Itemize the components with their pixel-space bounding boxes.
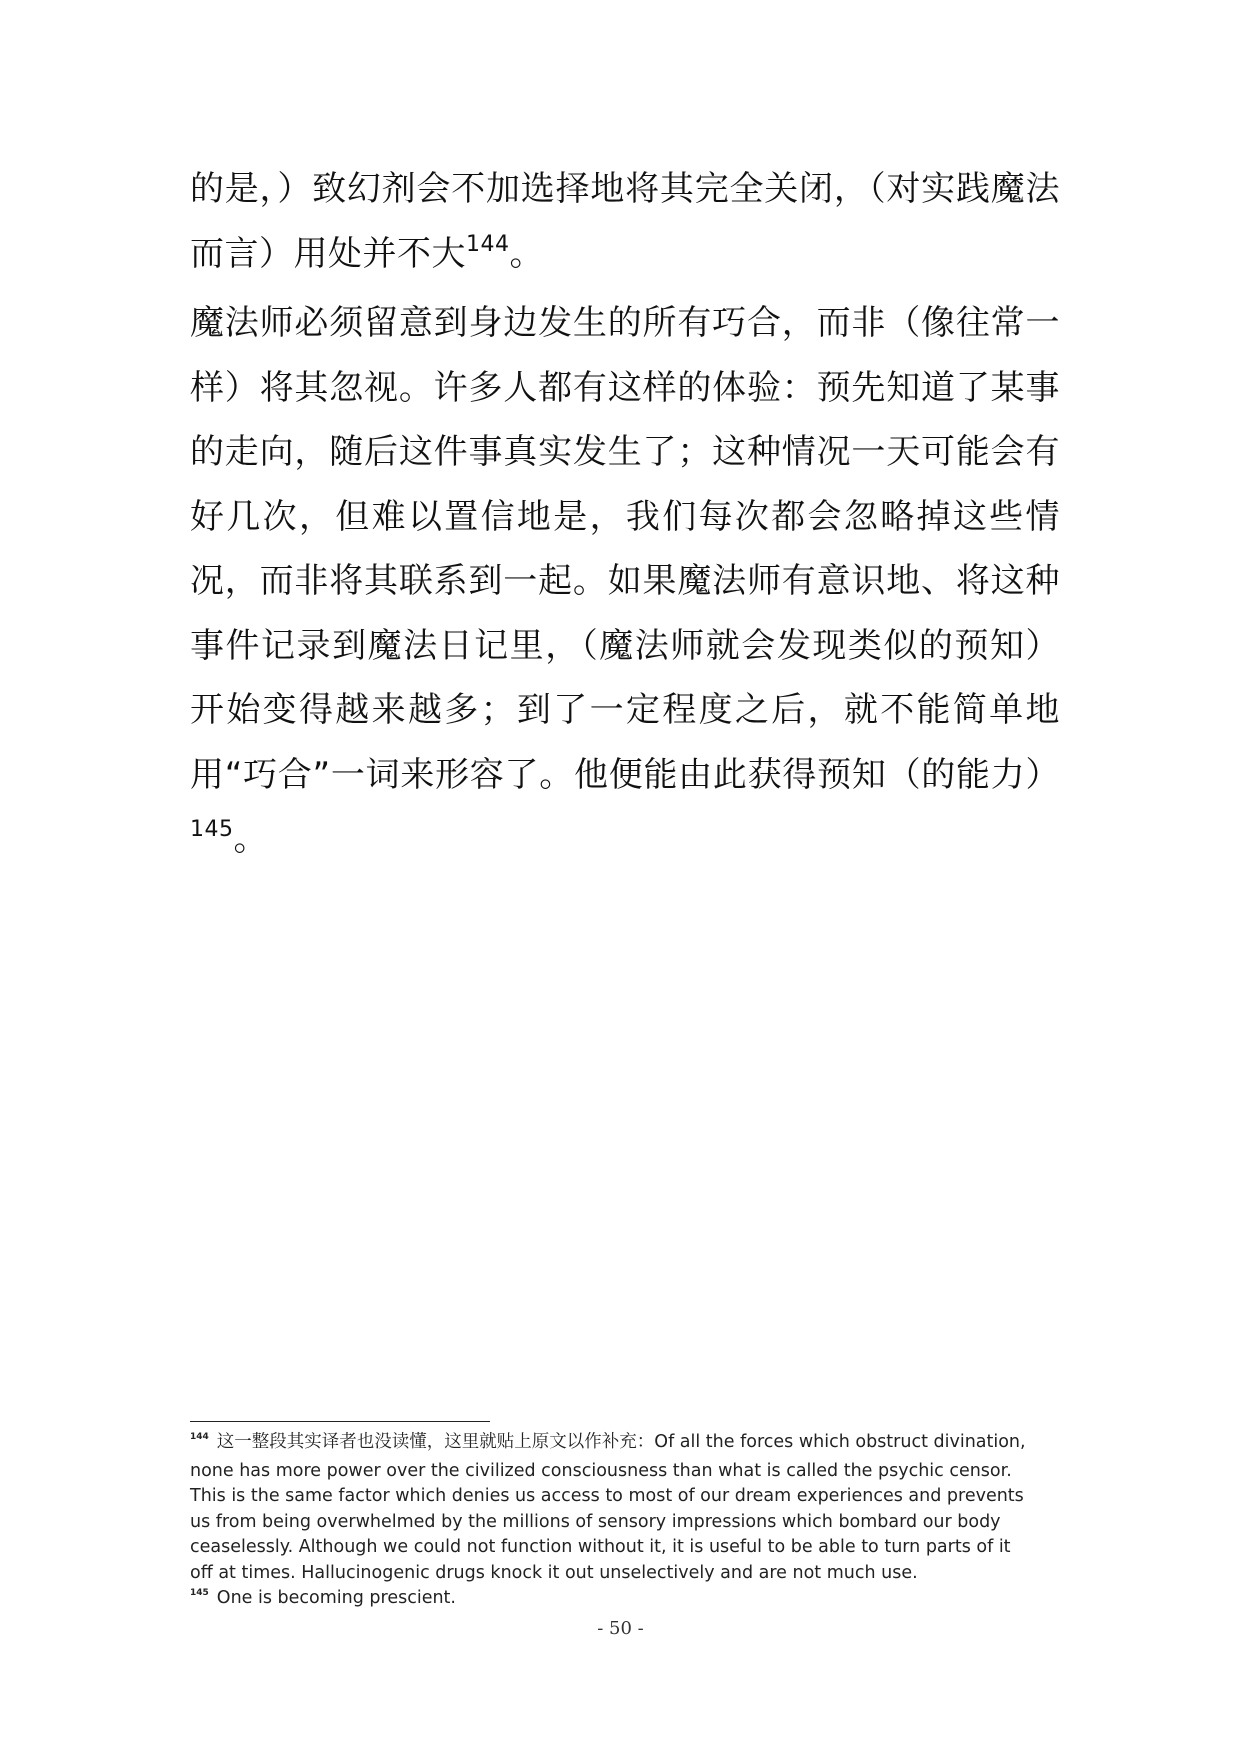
paragraph-2-text: 魔法师必须留意到身边发生的所有巧合，而非（像往常一样）将其忽视。许多人都有这样的体验：预先知道了某事的走向，随后这件事真实发生了；这种情况一天可能会有好几次，但难以置信地是，我们每次都会忽略掉这些情况，而非将其联系到一起。如果魔法师有意识地、将这种事件记录到魔法日记里，（魔法师就会发现类似的预知）开始变得越来越多；到了一定程度之后，就不能简单地用“巧合”一词来形容了。他便能由此获得预知（的能力）: [190, 303, 1060, 795]
footnote-separator: [190, 1421, 490, 1422]
page-number: - 50 -: [597, 1618, 644, 1639]
footnote-ref-144[interactable]: 144: [466, 231, 510, 257]
paragraph-1-text: 的是，）致幻剂会不加选择地将其完全关闭，（对实践魔法而言）用处并不大: [190, 169, 1060, 274]
footnotes: [190, 1430, 1035, 1615]
paragraph-2-end: 。: [233, 819, 268, 859]
footnote-number: 144: [190, 1432, 209, 1442]
main-text: [190, 157, 1060, 877]
footnote-ref-145[interactable]: 145: [190, 817, 234, 842]
paragraph-2: [190, 291, 1060, 877]
footnote-144: [190, 1430, 1035, 1586]
footnote-number: 145: [190, 1588, 209, 1598]
paragraph-1-end: 。: [509, 233, 544, 274]
paragraph-1: [190, 157, 1060, 291]
footnote-145: [190, 1586, 1035, 1615]
footnote-text: 这一整段其实译者也没读懂，这里就贴上原文以作补充：Of all the forces which obstruct divination, none has more power over the civilized consciousness than what is called the psychic censor. This is the same factor which denies us access to most of our dream experiences and prevents us from being overwhelmed by the millions of sensory impressions which bombard our body ceaselessly. Although we could not function without it, it is useful to be able to turn parts of it off at times. Hallucinogenic drugs knock it out unselectively and are not much use.: [190, 1432, 1026, 1583]
footnote-text: One is becoming prescient.: [216, 1588, 456, 1608]
